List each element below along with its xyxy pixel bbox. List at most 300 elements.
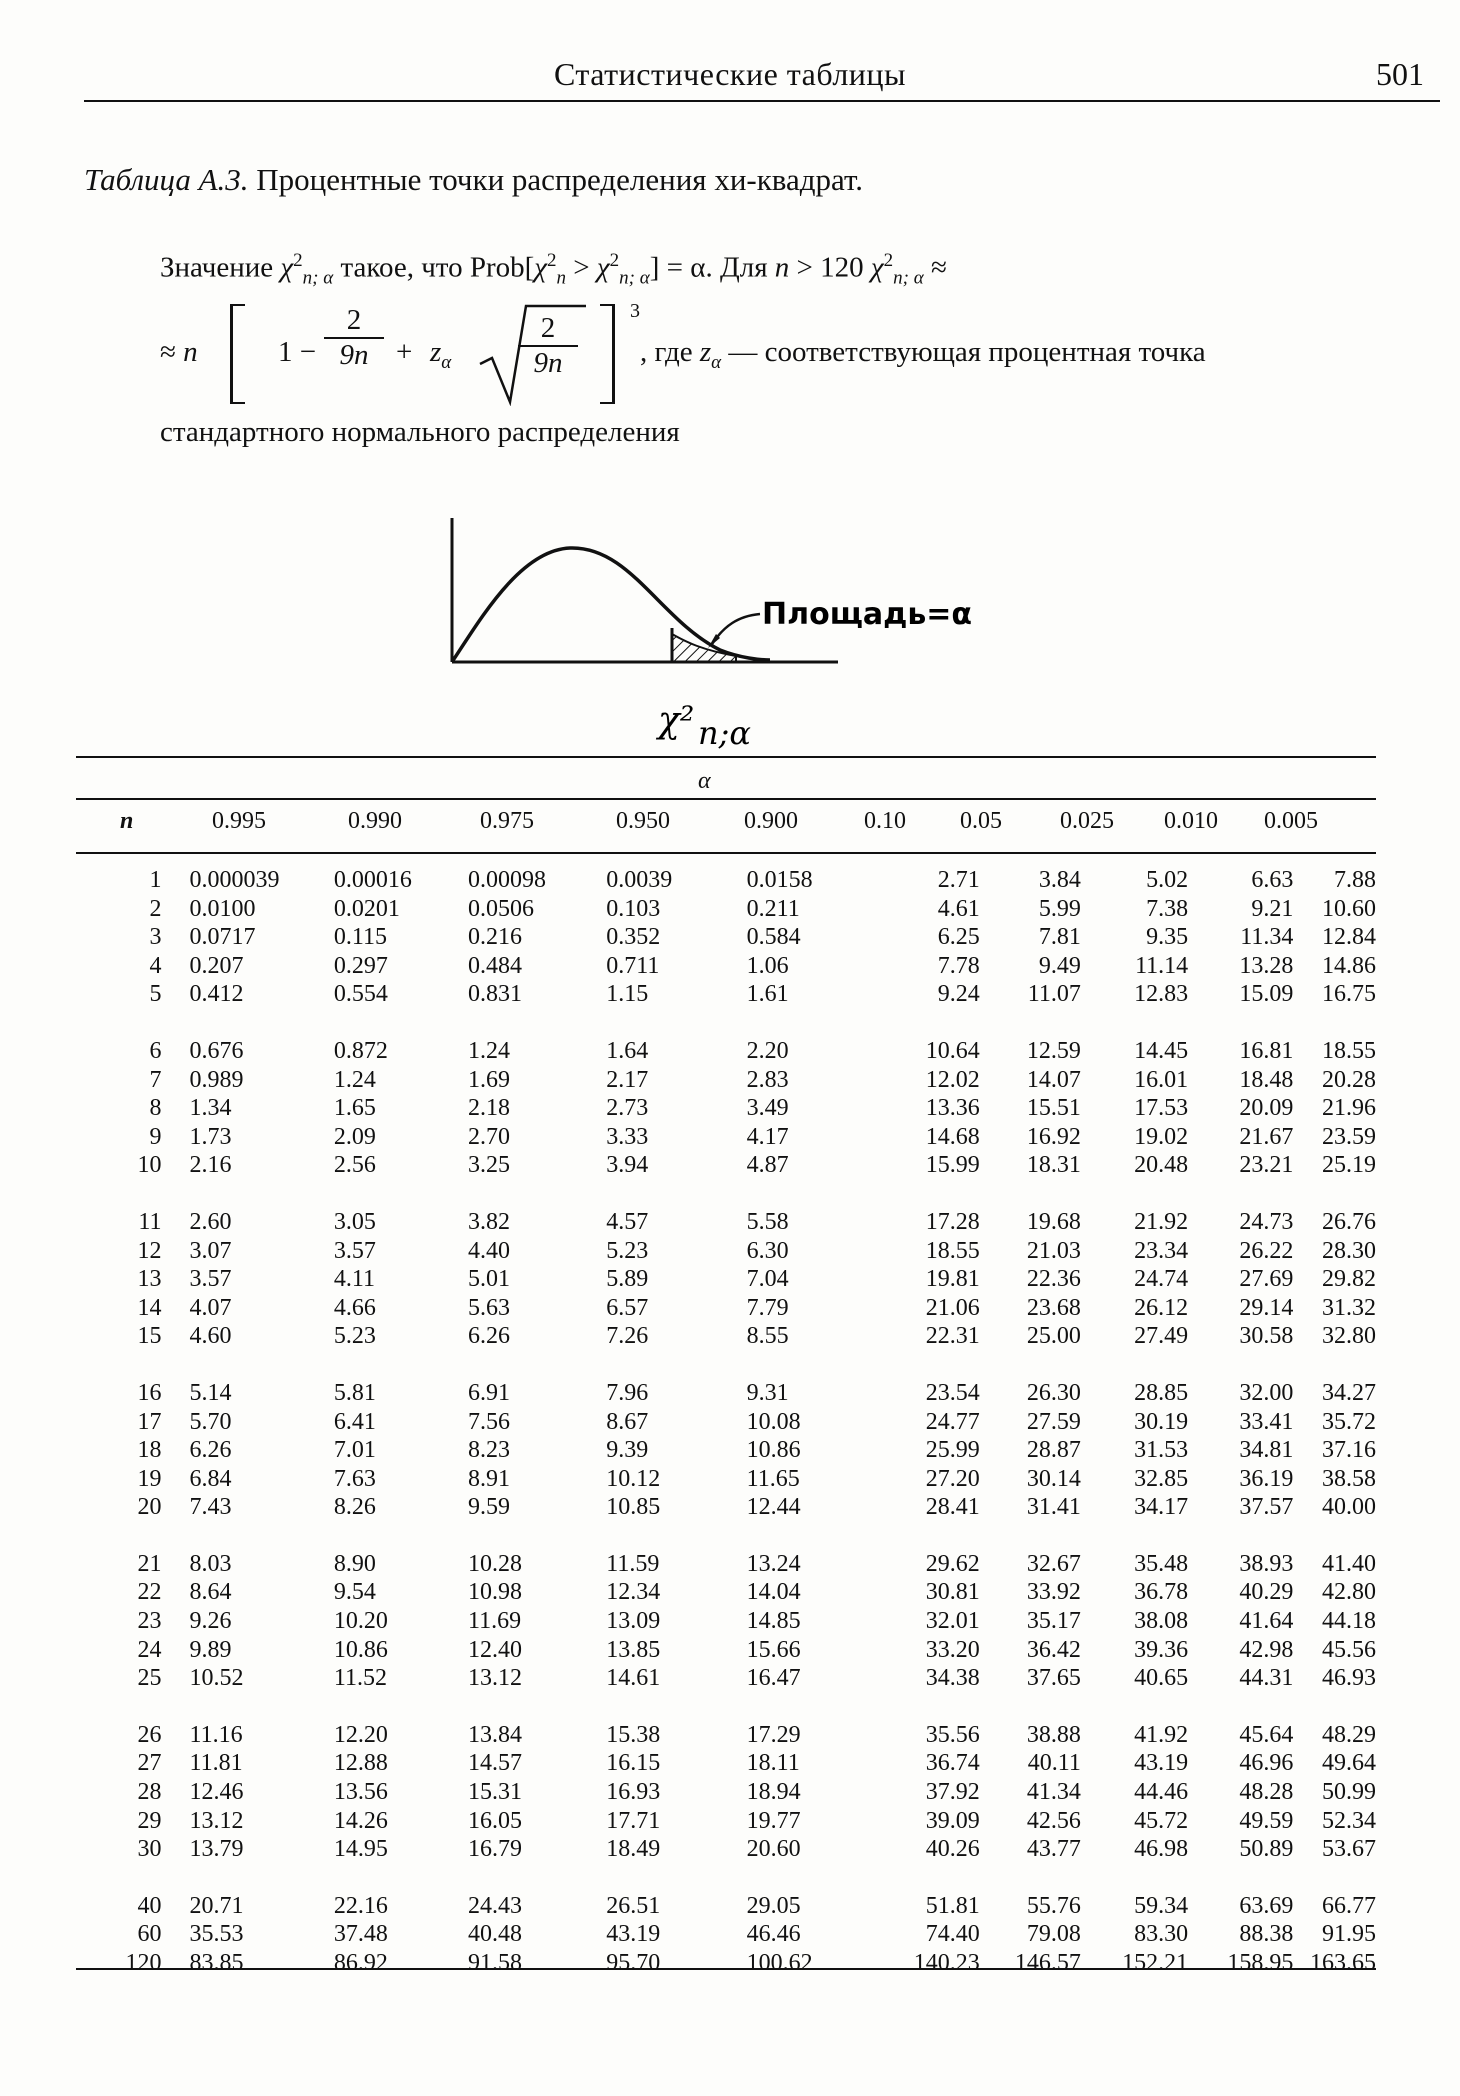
value-cell: 12.84 (1322, 924, 1376, 951)
value-cell: 4.66 (333, 1294, 376, 1321)
critical-value-subscript: n;α (698, 714, 751, 750)
value-cell: 146.57 (1014, 1950, 1081, 1976)
group-gap (76, 1864, 1376, 1892)
value-cell: 2.83 (746, 1066, 789, 1093)
row-n-cell: 29 (137, 1807, 162, 1834)
value-cell: 3.57 (333, 1237, 376, 1264)
value-cell: 20.09 (1239, 1095, 1294, 1122)
value-cell: 7.88 (1334, 867, 1376, 893)
caption-text: Процентные точки распределения хи-квадрат. (256, 162, 863, 197)
value-cell: 24.74 (1134, 1266, 1189, 1293)
row-n-cell: 5 (149, 981, 162, 1008)
value-cell: 44.31 (1239, 1665, 1294, 1692)
value-cell: 19.02 (1134, 1123, 1189, 1150)
value-cell: 1.65 (333, 1095, 376, 1122)
value-cell: 7.63 (333, 1465, 376, 1492)
value-cell: 46.96 (1239, 1750, 1294, 1777)
value-cell: 5.63 (468, 1294, 511, 1321)
value-cell: 59.34 (1134, 1892, 1189, 1919)
value-cell: 11.16 (189, 1721, 243, 1748)
value-cell: 32.00 (1239, 1379, 1294, 1406)
value-cell: 18.49 (606, 1836, 661, 1863)
desc-text: такое, что Prob[ (333, 251, 535, 284)
chi-square-table (76, 866, 1376, 1978)
value-cell: 13.12 (468, 1665, 523, 1692)
row-n-cell: 2 (149, 895, 162, 922)
value-cell: 36.42 (1026, 1636, 1081, 1663)
value-cell: 21.92 (1134, 1208, 1189, 1235)
value-cell: 7.43 (189, 1494, 232, 1521)
value-cell: 25.99 (925, 1437, 980, 1464)
value-cell: 88.38 (1239, 1921, 1294, 1948)
value-cell: 23.59 (1322, 1123, 1376, 1150)
table-row (76, 1151, 1376, 1180)
desc-text: — соответствующая процентная точка (721, 336, 1206, 368)
value-cell: 6.25 (937, 924, 980, 951)
gap-cell (76, 1864, 1376, 1892)
value-cell: 12.40 (468, 1636, 523, 1663)
value-cell: 38.93 (1239, 1550, 1294, 1577)
table-row (76, 1778, 1376, 1807)
value-cell: 4.87 (746, 1152, 789, 1179)
table-row (76, 1123, 1376, 1152)
table-row (76, 895, 1376, 924)
value-cell: 33.92 (1026, 1579, 1081, 1606)
value-cell: 16.75 (1322, 981, 1376, 1008)
value-cell: 2.73 (606, 1095, 649, 1122)
group-gap (76, 1180, 1376, 1208)
value-cell: 40.65 (1134, 1665, 1189, 1692)
value-cell: 1.61 (746, 981, 789, 1008)
value-cell: 15.09 (1239, 981, 1294, 1008)
value-cell: 0.711 (606, 952, 660, 979)
value-cell: 11.34 (1240, 924, 1294, 951)
header-rule-2 (76, 852, 1376, 854)
value-cell: 1.73 (189, 1123, 232, 1150)
value-cell: 29.62 (925, 1550, 980, 1577)
value-cell: 41.64 (1239, 1608, 1294, 1635)
left-bracket (230, 304, 245, 404)
column-header: 0.950 (616, 808, 670, 834)
value-cell: 9.35 (1146, 924, 1189, 951)
value-cell: 48.29 (1322, 1721, 1376, 1748)
table-top-rule (76, 756, 1376, 758)
value-cell: 6.41 (333, 1408, 376, 1435)
value-cell: 20.71 (189, 1892, 244, 1919)
value-cell: 1.64 (606, 1037, 649, 1064)
value-cell: 16.47 (746, 1665, 801, 1692)
value-cell: 8.26 (333, 1494, 376, 1521)
row-n-cell: 20 (137, 1494, 162, 1521)
value-cell: 2.71 (937, 867, 980, 893)
superscript: 2 (609, 250, 620, 271)
value-cell: 7.04 (746, 1266, 789, 1293)
caption-label: Таблица А.3. (84, 162, 249, 197)
value-cell: 27.59 (1026, 1408, 1081, 1435)
value-cell: 45.72 (1134, 1807, 1189, 1834)
fraction-2-over-9n (324, 304, 384, 372)
value-cell: 0.989 (189, 1066, 244, 1093)
table-row (76, 1436, 1376, 1465)
value-cell: 7.79 (746, 1294, 789, 1321)
description-line-1 (160, 250, 947, 289)
row-n-cell: 120 (125, 1950, 162, 1976)
value-cell: 18.55 (925, 1237, 980, 1264)
table-row (76, 1094, 1376, 1123)
value-cell: 16.79 (468, 1836, 523, 1863)
desc-text: Значение (160, 251, 281, 284)
value-cell: 31.32 (1322, 1294, 1376, 1321)
superscript: 2 (883, 250, 894, 271)
table-row (76, 1408, 1376, 1437)
value-cell: 15.51 (1026, 1095, 1081, 1122)
value-cell: 45.64 (1239, 1721, 1294, 1748)
value-cell: 49.64 (1322, 1750, 1376, 1777)
row-n-cell: 8 (149, 1095, 162, 1122)
column-header: 0.900 (744, 808, 798, 834)
value-cell: 5.89 (606, 1266, 649, 1293)
value-cell: 9.54 (333, 1579, 376, 1606)
row-n-cell: 6 (149, 1037, 162, 1064)
value-cell: 40.00 (1322, 1494, 1376, 1521)
running-title: Статистические таблицы (554, 56, 907, 92)
value-cell: 24.73 (1239, 1208, 1294, 1235)
value-cell: 10.08 (746, 1408, 801, 1435)
subscript: n; α (893, 267, 924, 289)
value-cell: 26.12 (1134, 1294, 1189, 1321)
value-cell: 40.48 (468, 1921, 523, 1948)
value-cell: 34.81 (1239, 1437, 1294, 1464)
page-number: 501 (1376, 56, 1424, 92)
value-cell: 45.56 (1322, 1636, 1376, 1663)
value-cell: 18.48 (1239, 1066, 1294, 1093)
table-row (76, 1379, 1376, 1408)
value-cell: 50.99 (1322, 1779, 1376, 1806)
value-cell: 17.29 (746, 1721, 801, 1748)
row-n-cell: 19 (137, 1465, 162, 1492)
value-cell: 6.91 (468, 1379, 511, 1406)
value-cell: 9.24 (937, 981, 980, 1008)
value-cell: 1.24 (468, 1037, 511, 1064)
column-header: 0.010 (1164, 808, 1218, 834)
row-n-cell: 30 (137, 1836, 162, 1863)
value-cell: 15.99 (925, 1152, 980, 1179)
value-cell: 35.17 (1026, 1608, 1081, 1635)
value-cell: 30.19 (1134, 1408, 1189, 1435)
value-cell: 10.86 (333, 1636, 388, 1663)
row-n-cell: 15 (137, 1323, 162, 1350)
value-cell: 5.23 (606, 1237, 649, 1264)
density-curve (452, 548, 770, 662)
value-cell: 14.95 (333, 1836, 388, 1863)
value-cell: 100.62 (746, 1950, 813, 1976)
value-cell: 83.85 (189, 1950, 244, 1976)
value-cell: 30.14 (1026, 1465, 1081, 1492)
gap-cell (76, 1351, 1376, 1379)
value-cell: 38.58 (1322, 1465, 1376, 1492)
value-cell: 41.92 (1134, 1721, 1189, 1748)
value-cell: 44.18 (1322, 1608, 1376, 1635)
superscript: 2 (547, 250, 557, 271)
gap-cell (76, 1180, 1376, 1208)
value-cell: 0.103 (606, 895, 661, 922)
table-row (76, 1294, 1376, 1323)
value-cell: 13.09 (606, 1608, 661, 1635)
value-cell: 9.59 (468, 1494, 511, 1521)
value-cell: 4.11 (333, 1266, 376, 1293)
row-n-cell: 10 (137, 1152, 162, 1179)
value-cell: 13.12 (189, 1807, 244, 1834)
row-n-cell: 60 (137, 1921, 162, 1948)
value-cell: 43.19 (1134, 1750, 1189, 1777)
value-cell: 7.81 (1038, 924, 1081, 951)
value-cell: 19.81 (925, 1266, 980, 1293)
value-cell: 10.28 (468, 1550, 523, 1577)
value-cell: 15.31 (468, 1779, 523, 1806)
column-header: 0.10 (864, 808, 906, 834)
value-cell: 12.46 (189, 1779, 244, 1806)
value-cell: 23.21 (1239, 1152, 1294, 1179)
superscript: 2 (293, 250, 303, 271)
n-symbol: n (774, 251, 790, 284)
table-row (76, 1607, 1376, 1636)
row-n-cell: 25 (137, 1665, 162, 1692)
row-n-cell: 26 (137, 1721, 162, 1748)
value-cell: 18.31 (1026, 1152, 1081, 1179)
table-row (76, 866, 1376, 895)
value-cell: 11.81 (189, 1750, 243, 1777)
table-row (76, 1550, 1376, 1579)
value-cell: 2.20 (746, 1037, 789, 1064)
table-row (76, 980, 1376, 1009)
value-cell: 12.59 (1026, 1037, 1081, 1064)
running-head (84, 56, 1440, 102)
value-cell: 27.20 (925, 1465, 980, 1492)
value-cell: 10.85 (606, 1494, 661, 1521)
value-cell: 28.41 (925, 1494, 980, 1521)
header-rule-1 (76, 798, 1376, 800)
value-cell: 0.0717 (189, 924, 256, 951)
value-cell: 34.38 (925, 1665, 980, 1692)
value-cell: 43.19 (606, 1921, 661, 1948)
power-three: 3 (630, 300, 640, 322)
value-cell: 38.88 (1026, 1721, 1081, 1748)
table-caption (84, 162, 863, 198)
value-cell: 17.28 (925, 1208, 980, 1235)
value-cell: 52.34 (1322, 1807, 1376, 1834)
value-cell: 24.77 (925, 1408, 980, 1435)
column-header: 0.05 (960, 808, 1002, 834)
row-n-cell: 22 (137, 1579, 162, 1606)
table-row (76, 1892, 1376, 1921)
value-cell: 51.81 (925, 1892, 980, 1919)
value-cell: 28.85 (1134, 1379, 1189, 1406)
value-cell: 91.95 (1322, 1921, 1376, 1948)
value-cell: 0.0506 (468, 895, 535, 922)
desc-text: > 120 (789, 251, 871, 284)
value-cell: 25.19 (1322, 1152, 1376, 1179)
right-bracket (600, 304, 615, 404)
value-cell: 14.61 (606, 1665, 661, 1692)
value-cell: 32.80 (1322, 1323, 1376, 1350)
value-cell: 4.07 (189, 1294, 232, 1321)
subscript: n; α (302, 267, 334, 289)
value-cell: 35.56 (925, 1721, 980, 1748)
value-cell: 43.77 (1026, 1836, 1081, 1863)
value-cell: 22.36 (1026, 1266, 1081, 1293)
value-cell: 8.23 (468, 1437, 511, 1464)
value-cell: 10.20 (333, 1608, 388, 1635)
value-cell: 13.24 (746, 1550, 801, 1577)
column-header: 0.975 (480, 808, 534, 834)
value-cell: 0.831 (468, 981, 523, 1008)
value-cell: 8.90 (333, 1550, 376, 1577)
value-cell: 42.98 (1239, 1636, 1294, 1663)
value-cell: 27.69 (1239, 1266, 1294, 1293)
value-cell: 46.46 (746, 1921, 801, 1948)
value-cell: 19.77 (746, 1807, 801, 1834)
value-cell: 29.05 (746, 1892, 801, 1919)
value-cell: 21.06 (925, 1294, 980, 1321)
value-cell: 25.00 (1026, 1323, 1081, 1350)
value-cell: 8.64 (189, 1579, 232, 1606)
value-cell: 8.67 (606, 1408, 649, 1435)
value-cell: 5.02 (1146, 867, 1189, 893)
value-cell: 26.51 (606, 1892, 661, 1919)
value-cell: 3.84 (1038, 867, 1081, 893)
value-cell: 16.93 (606, 1779, 661, 1806)
row-n-cell: 11 (138, 1208, 162, 1235)
formula (160, 300, 1400, 410)
value-cell: 23.54 (925, 1379, 980, 1406)
table-row (76, 1208, 1376, 1237)
value-cell: 10.60 (1322, 895, 1376, 922)
value-cell: 32.67 (1026, 1550, 1081, 1577)
row-n-cell: 18 (137, 1437, 162, 1464)
value-cell: 11.59 (606, 1550, 660, 1577)
fraction-under-root (518, 312, 578, 380)
gap-cell (76, 1522, 1376, 1550)
value-cell: 3.05 (333, 1208, 376, 1235)
value-cell: 8.03 (189, 1550, 232, 1577)
table-row (76, 1835, 1376, 1864)
value-cell: 46.93 (1322, 1665, 1376, 1692)
value-cell: 49.59 (1239, 1807, 1294, 1834)
table-row (76, 1066, 1376, 1095)
value-cell: 3.49 (746, 1095, 789, 1122)
value-cell: 19.68 (1026, 1208, 1081, 1235)
value-cell: 21.03 (1026, 1237, 1081, 1264)
critical-value-label: χ² (658, 700, 695, 741)
value-cell: 22.31 (925, 1323, 980, 1350)
value-cell: 10.12 (606, 1465, 661, 1492)
table-row (76, 1949, 1376, 1978)
row-n-cell: 23 (137, 1608, 162, 1635)
value-cell: 4.17 (746, 1123, 789, 1150)
value-cell: 14.57 (468, 1750, 523, 1777)
value-cell: 152.21 (1122, 1950, 1189, 1976)
subscript: α (441, 351, 452, 373)
value-cell: 14.45 (1134, 1037, 1189, 1064)
value-cell: 13.85 (606, 1636, 661, 1663)
value-cell: 14.86 (1322, 952, 1376, 979)
row-n-cell: 3 (149, 924, 162, 951)
value-cell: 10.52 (189, 1665, 244, 1692)
value-cell: 0.584 (746, 924, 801, 951)
row-n-cell: 24 (137, 1636, 162, 1663)
group-gap (76, 1351, 1376, 1379)
value-cell: 9.89 (189, 1636, 232, 1663)
column-header: 0.995 (212, 808, 266, 834)
value-cell: 1.24 (333, 1066, 376, 1093)
table-row (76, 1037, 1376, 1066)
value-cell: 5.14 (189, 1379, 232, 1406)
plus-sign: + (396, 336, 413, 368)
area-label: Площадь=α (762, 597, 973, 632)
value-cell: 20.28 (1322, 1066, 1376, 1093)
value-cell: 10.86 (746, 1437, 801, 1464)
value-cell: 0.484 (468, 952, 523, 979)
description-line-2-tail (640, 336, 1206, 374)
value-cell: 46.98 (1134, 1836, 1189, 1863)
chi-symbol: χ (870, 251, 884, 284)
desc-text: ≈ (160, 336, 184, 368)
value-cell: 8.55 (746, 1323, 789, 1350)
value-cell: 1.69 (468, 1066, 511, 1093)
value-cell: 13.36 (925, 1095, 980, 1122)
value-cell: 3.33 (606, 1123, 649, 1150)
value-cell: 4.61 (937, 895, 980, 922)
value-cell: 42.56 (1026, 1807, 1081, 1834)
table-row (76, 1237, 1376, 1266)
value-cell: 12.02 (925, 1066, 980, 1093)
value-cell: 11.69 (468, 1608, 522, 1635)
value-cell: 13.84 (468, 1721, 523, 1748)
label-pointer (712, 614, 760, 644)
value-cell: 12.83 (1134, 981, 1189, 1008)
group-gap (76, 1522, 1376, 1550)
value-cell: 2.09 (333, 1123, 376, 1150)
value-cell: 12.20 (333, 1721, 388, 1748)
value-cell: 13.28 (1239, 952, 1294, 979)
value-cell: 5.01 (468, 1266, 511, 1293)
value-cell: 35.72 (1322, 1408, 1376, 1435)
row-n-cell: 7 (149, 1066, 162, 1093)
row-n-cell: 1 (149, 867, 162, 893)
table-row (76, 952, 1376, 981)
value-cell: 0.872 (333, 1037, 388, 1064)
value-cell: 3.94 (606, 1152, 649, 1179)
value-cell: 7.26 (606, 1323, 649, 1350)
value-cell: 53.67 (1322, 1836, 1376, 1863)
value-cell: 8.91 (468, 1465, 511, 1492)
value-cell: 29.14 (1239, 1294, 1294, 1321)
shaded-tail-area (672, 634, 736, 662)
desc-text: ] = α. Для (649, 251, 775, 284)
value-cell: 9.26 (189, 1608, 232, 1635)
value-cell: 1.06 (746, 952, 789, 979)
value-cell: 163.65 (1310, 1950, 1376, 1976)
value-cell: 14.85 (746, 1608, 801, 1635)
value-cell: 6.63 (1251, 867, 1294, 893)
value-cell: 0.00016 (333, 867, 412, 893)
alpha-header: α (698, 768, 711, 794)
value-cell: 37.65 (1026, 1665, 1081, 1692)
value-cell: 7.96 (606, 1379, 649, 1406)
value-cell: 37.92 (925, 1779, 980, 1806)
value-cell: 0.211 (746, 895, 800, 922)
value-cell: 11.14 (1135, 952, 1189, 979)
